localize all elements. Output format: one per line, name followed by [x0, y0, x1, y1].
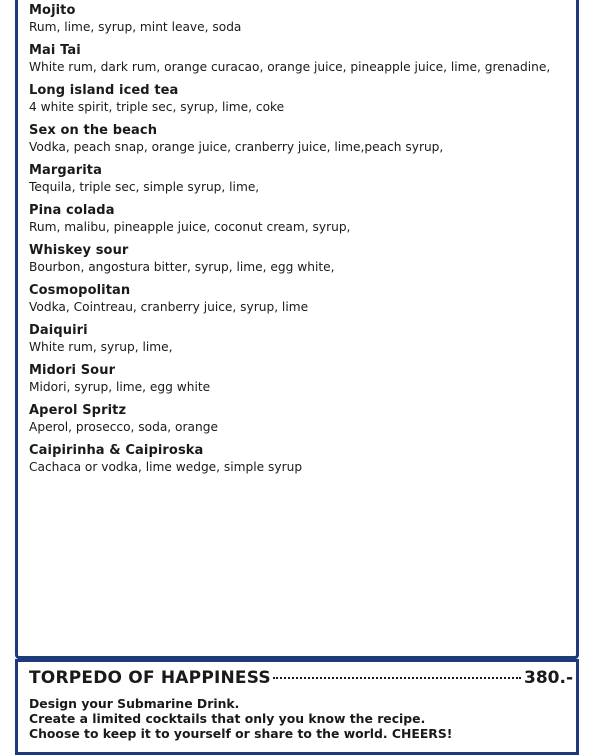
item-name: Midori Sour: [29, 363, 116, 378]
menu-item-long-island-iced-tea: [29, 82, 569, 122]
special-name: TORPEDO OF HAPPINESS: [29, 668, 271, 688]
special-price: 380.-: [524, 668, 573, 688]
menu-item-pina-colada: [29, 202, 569, 242]
special-description-line: Design your Submarine Drink.: [29, 696, 240, 711]
item-description: 4 white spirit, triple sec, syrup, lime, coke: [29, 100, 285, 114]
menu-item-caipirinha-caipiroska: [29, 442, 569, 482]
item-name: Caipirinha & Caipiroska: [29, 443, 204, 458]
item-name: Pina colada: [29, 203, 115, 218]
menu-item-midori-sour: [29, 362, 569, 402]
menu-item-sex-on-the-beach: [29, 122, 569, 162]
menu-item-daiquiri: [29, 322, 569, 362]
menu-item-mai-tai: [29, 42, 569, 82]
item-name: Daiquiri: [29, 323, 88, 338]
item-description: White rum, dark rum, orange curacao, orange juice, pineapple juice, lime, grenadine,: [29, 60, 551, 74]
item-name: Sex on the beach: [29, 123, 158, 138]
item-name: Long island iced tea: [29, 83, 179, 98]
cocktail-list: [29, 2, 569, 482]
item-description: Rum, malibu, pineapple juice, coconut cream, syrup,: [29, 220, 351, 234]
menu-item-margarita: [29, 162, 569, 202]
special-title-row: [29, 668, 573, 690]
item-name: Cosmopolitan: [29, 283, 131, 298]
item-description: Vodka, Cointreau, cranberry juice, syrup, lime: [29, 300, 309, 314]
item-description: Tequila, triple sec, simple syrup, lime,: [29, 180, 260, 194]
menu-item-whiskey-sour: [29, 242, 569, 282]
item-description: White rum, syrup, lime,: [29, 340, 173, 354]
special-description-line: Choose to keep it to yourself or share to the world. CHEERS!: [29, 726, 453, 741]
item-name: Aperol Spritz: [29, 403, 127, 418]
item-description: Vodka, peach snap, orange juice, cranberry juice, lime,peach syrup,: [29, 140, 444, 154]
menu-item-aperol-spritz: [29, 402, 569, 442]
menu-item-cosmopolitan: [29, 282, 569, 322]
dot-leader: [273, 676, 521, 679]
item-name: Mojito: [29, 3, 76, 18]
item-description: Midori, syrup, lime, egg white: [29, 380, 211, 394]
item-description: Cachaca or vodka, lime wedge, simple syrup: [29, 460, 303, 474]
item-name: Whiskey sour: [29, 243, 129, 258]
special-description-line: Create a limited cocktails that only you know the recipe.: [29, 711, 426, 726]
item-name: Mai Tai: [29, 43, 81, 58]
item-description: Aperol, prosecco, soda, orange: [29, 420, 218, 434]
item-description: Bourbon, angostura bitter, syrup, lime, egg white,: [29, 260, 335, 274]
special-description: [29, 696, 569, 741]
item-name: Margarita: [29, 163, 102, 178]
item-description: Rum, lime, syrup, mint leave, soda: [29, 20, 242, 34]
menu-item-mojito: [29, 2, 569, 42]
